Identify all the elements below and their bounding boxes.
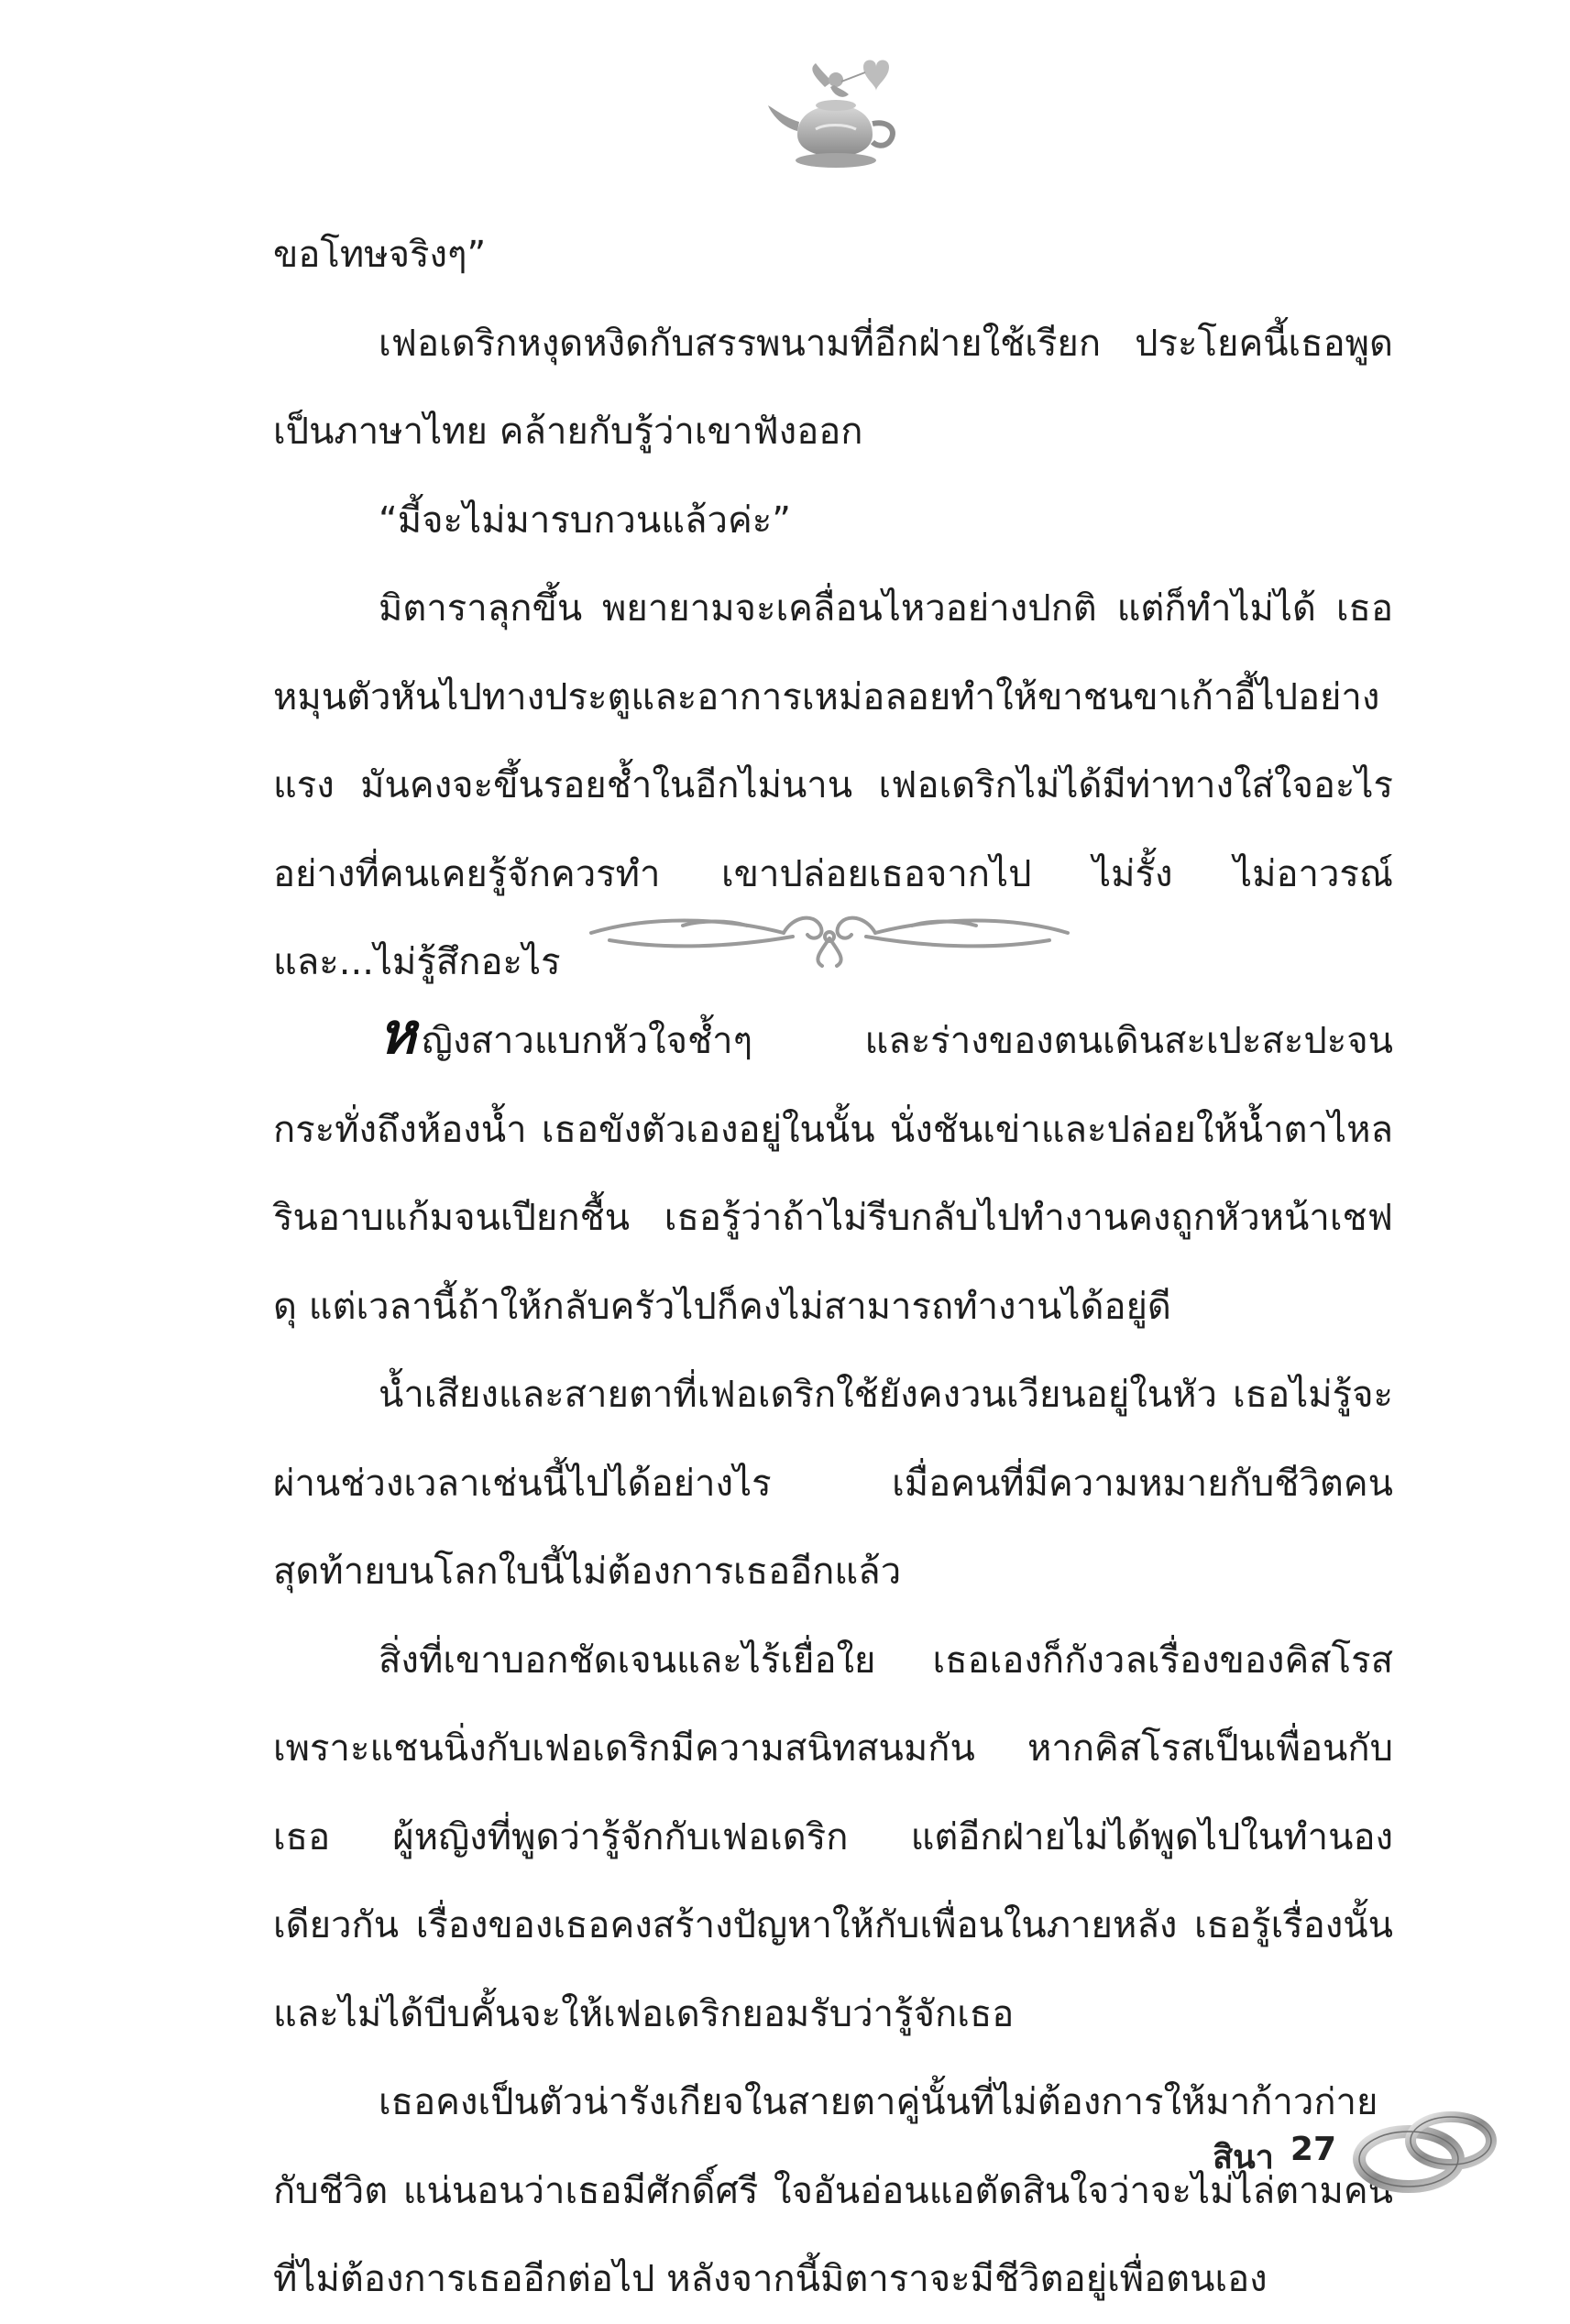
paragraph: เฟอเดริกหงุดหงิดกับสรรพนามที่อีกฝ่ายใช้เรียก ประโยคนี้เธอพูดเป็นภาษาไทย คล้ายกับรู้ว่าเขาฟังออก <box>273 322 1393 453</box>
wedding-rings-icon <box>1352 2099 1499 2199</box>
page-number: 27 <box>1290 2131 1336 2168</box>
teapot-cupid-ornament-icon <box>761 50 907 179</box>
story-text-bottom <box>273 997 1393 2324</box>
book-title: สินา <box>1213 2139 1274 2176</box>
page-footer <box>1213 2131 1336 2183</box>
paragraph: น้ำเสียงและสายตาที่เฟอเดริกใช้ยังคงวนเวียนอยู่ในหัว เธอไม่รู้จะผ่านช่วงเวลาเช่นนี้ไปได้อย่างไร เมื่อคนที่มีความหมายกับชีวิตคนสุดท้ายบนโลกใบนี้ไม่ต้องการเธออีกแล้ว <box>273 1374 1393 1593</box>
story-text-top <box>273 211 1393 1007</box>
paragraph: เธอคงเป็นตัวน่ารังเกียจในสายตาคู่นั้นที่ไม่ต้องการให้มาก้าวก่ายกับชีวิต แน่นอนว่าเธอมีศักดิ์ศรี ใจอันอ่อนแอตัดสินใจว่าจะไม่ไล่ตามคนที่ไม่ต้องการเธออีกต่อไป หลังจากนี้มิตาราจะมีชีวิตอยู่เพื่อตนเอง <box>273 2081 1393 2300</box>
section-divider-ornament-icon <box>573 889 1086 971</box>
paragraph: “มี้จะไม่มารบกวนแล้วค่ะ” <box>379 499 791 542</box>
paragraph-body: ญิงสาวแบกหัวใจช้ำๆ และร่างของตนเดินสะเปะสะปะจนกระทั่งถึงห้องน้ำ เธอขังตัวเองอยู่ในนั้น นั่งชันเข่าและปล่อยให้น้ำตาไหลรินอาบแก้มจนเปียกชื้น เธอรู้ว่าถ้าไม่รีบกลับไปทำงานคงถูกหัวหน้าเชฟดุ แต่เวลานี้ถ้าให้กลับครัวไปก็คงไม่สามารถทำงานได้อยู่ดี <box>273 1020 1393 1328</box>
drop-cap: ห <box>379 1000 416 1067</box>
paragraph: สิ่งที่เขาบอกชัดเจนและไร้เยื่อใย เธอเองก็กังวลเรื่องของคิสโรส เพราะแชนนิ่งกับเฟอเดริกมีความสนิทสนมกัน หากคิสโรสเป็นเพื่อนกับเธอ ผู้หญิงที่พูดว่ารู้จักกับเฟอเดริก แต่อีกฝ่ายไม่ได้พูดไปในทำนองเดียวกัน เรื่องของเธอคงสร้างปัญหาให้กับเพื่อนในภายหลัง เธอรู้เรื่องนั้นและไม่ได้บีบคั้นจะให้เฟอเดริกยอมรับว่ารู้จักเธอ <box>273 1639 1393 2035</box>
paragraph <box>273 997 1393 1351</box>
paragraph: ขอโทษจริงๆ” <box>273 234 487 276</box>
paragraph: มิตาราลุกขึ้น พยายามจะเคลื่อนไหวอย่างปกติ แต่ก็ทำไม่ได้ เธอหมุนตัวหันไปทางประตูและอาการเหม่อลอยทำให้ขาชนขาเก้าอี้ไปอย่างแรง มันคงจะขึ้นรอยช้ำในอีกไม่นาน เฟอเดริกไม่ได้มีท่าทางใส่ใจอะไรอย่างที่คนเคยรู้จักควรทำ เขาปล่อยเธอจากไป ไม่รั้ง ไม่อาวรณ์ และ...ไม่รู้สึกอะไร <box>273 587 1393 983</box>
